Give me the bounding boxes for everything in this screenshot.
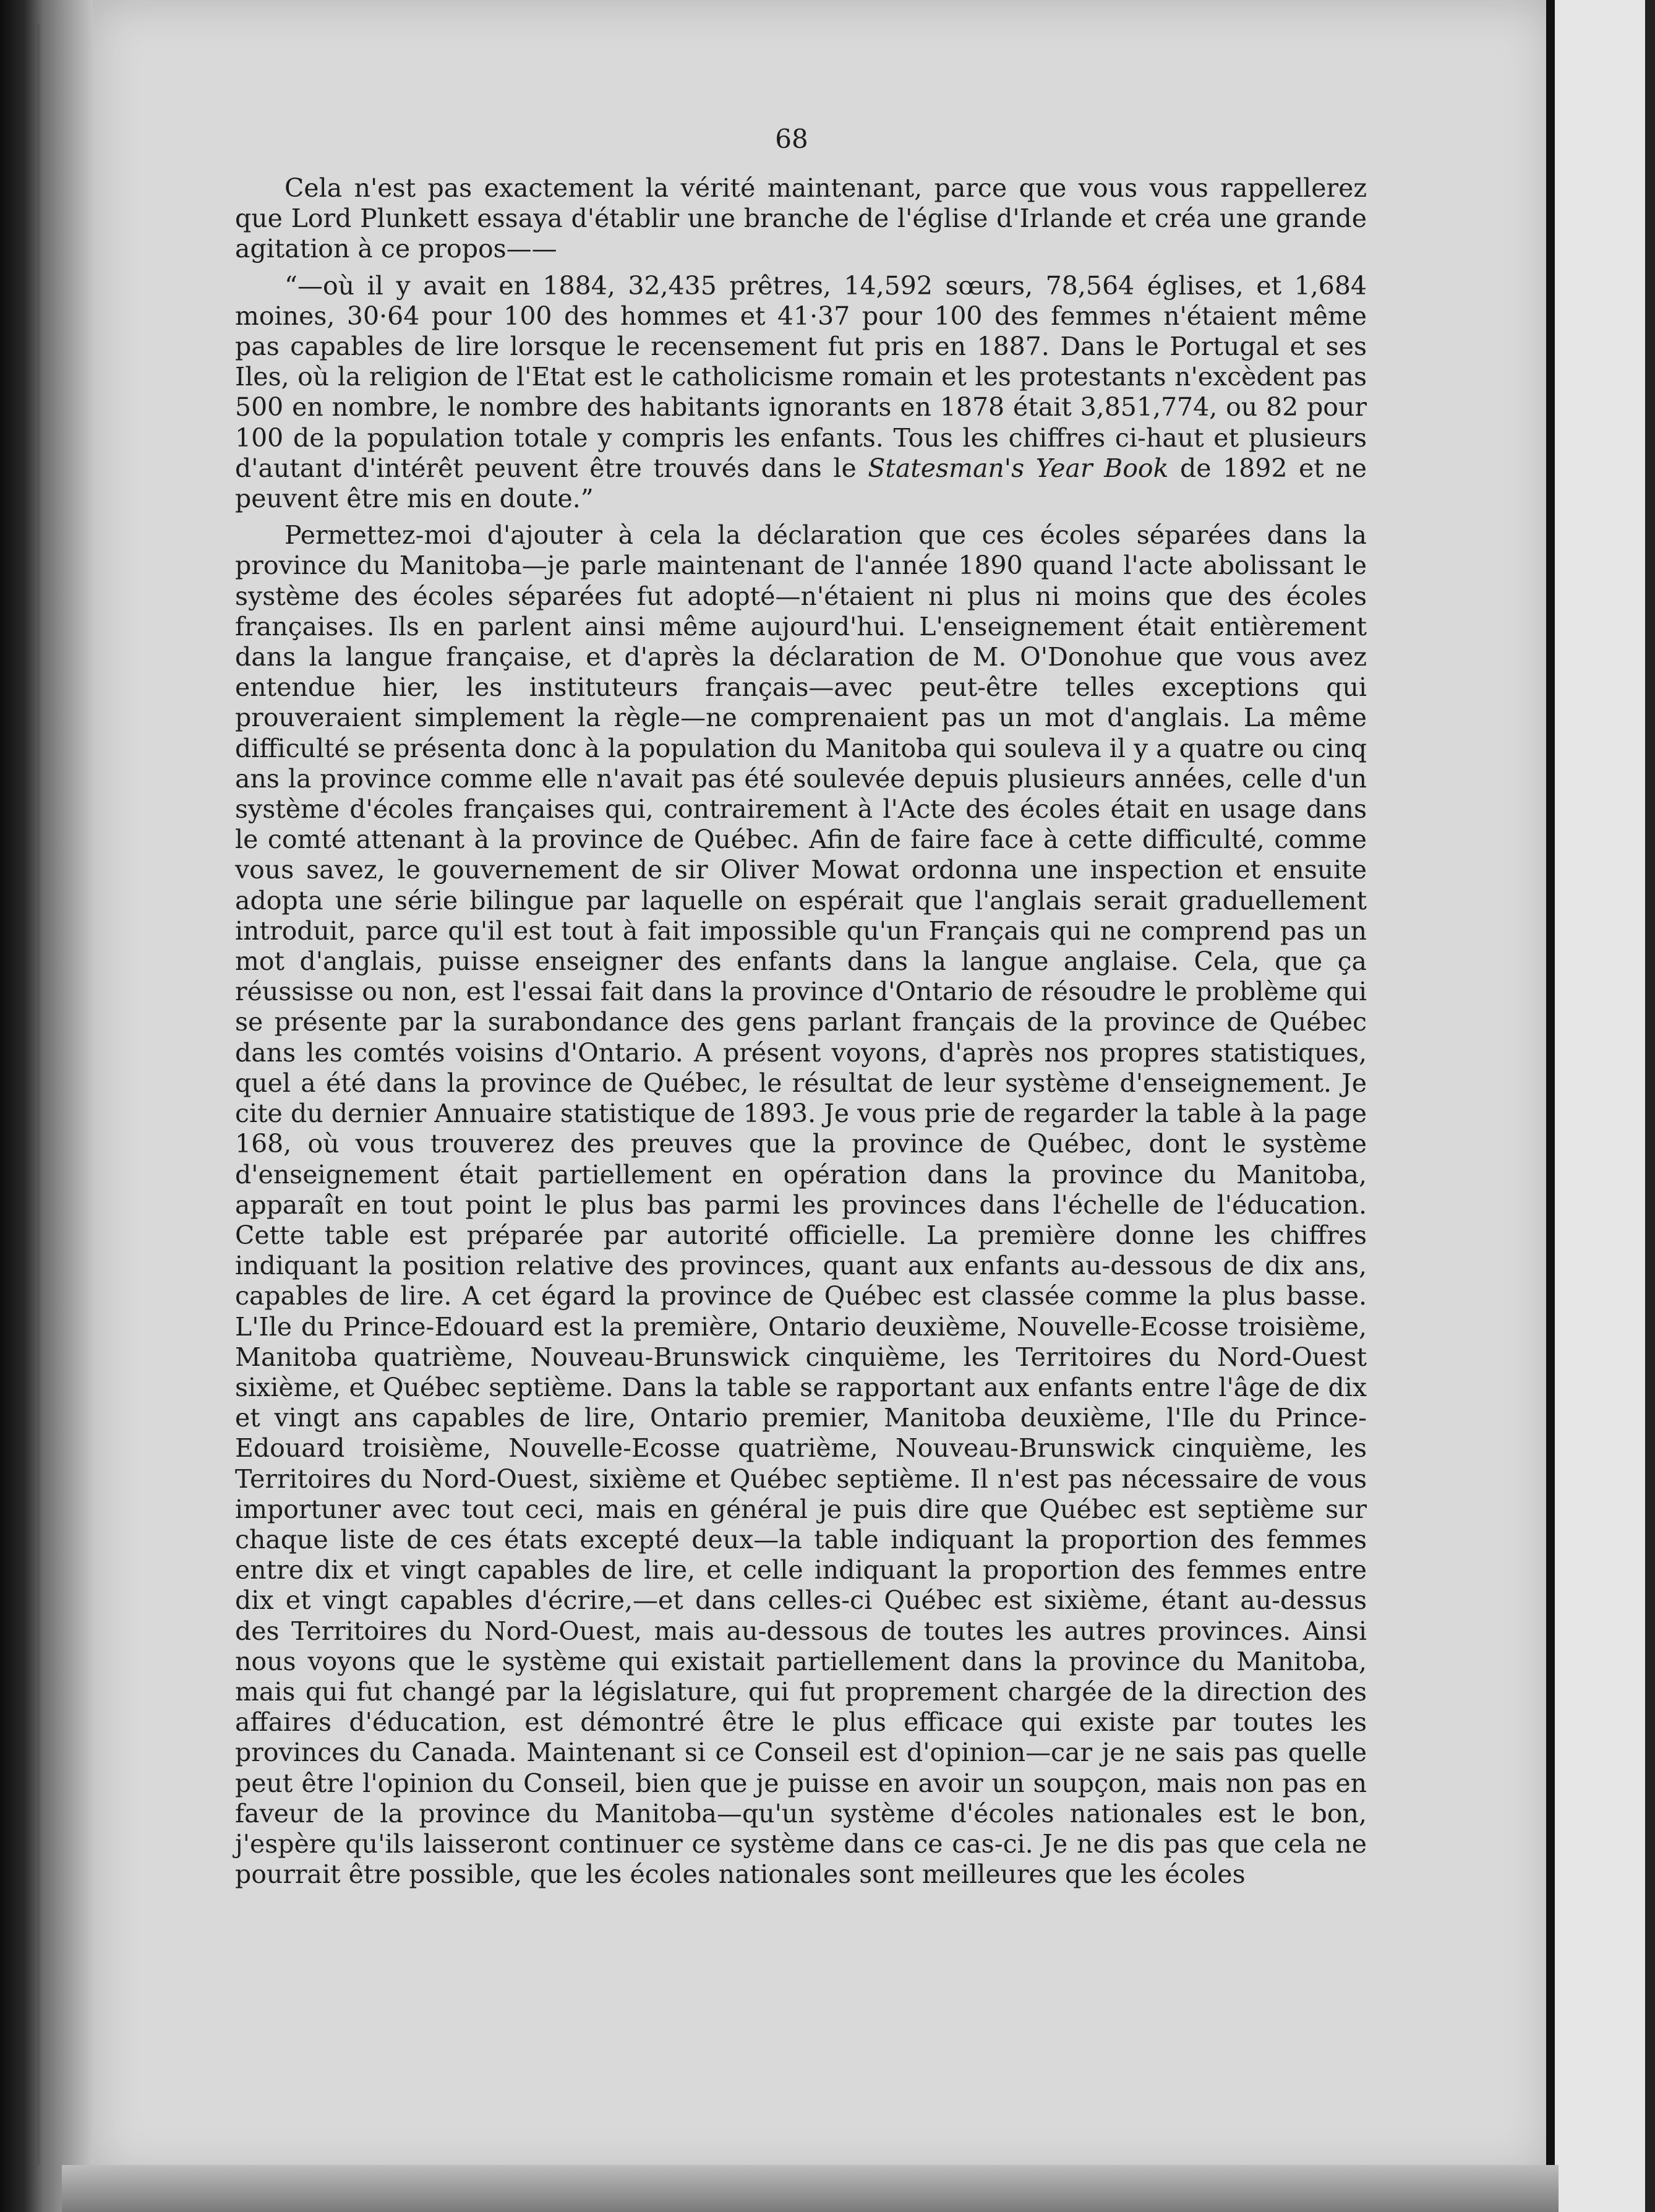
paragraph-1: Cela n'est pas exactement la vérité maintenant, parce que vous vous rappellerez que Lord Plunkett essaya d'établir une branche de l'église d'Irlande et créa une grande agitation à ce propos—— <box>235 173 1367 264</box>
paragraph-3: Permettez-moi d'ajouter à cela la déclaration que ces écoles séparées dans la province du Manitoba—je parle maintenant de l'année 1890 quand l'acte abolissant le système des écoles séparées fut adopté—n'étaient ni plus ni moins que des écoles françaises. Ils en parlent ainsi même aujourd'hui. L'enseignement était entièrement dans la langue française, et d'après la déclaration de M. O'Donohue que vous avez entendue hier, les instituteurs français—avec peut-être telles exceptions qui prouveraient simplement la règle—ne comprenaient pas un mot d'anglais. La même difficulté se présenta donc à la population du Manitoba qui souleva il y a quatre ou cinq ans la province comme elle n'avait pas été soulevée depuis plusieurs années, celle d'un système d'écoles françaises qui, contrairement à l'Acte des écoles était en usage dans le comté attenant à la province de Québec. Afin de faire face à cette difficulté, comme vous savez, le gouvernement de sir Oliver Mowat ordonna une inspection et ensuite adopta une série bilingue par laquelle on espérait que l'anglais serait graduellement introduit, parce qu'il est tout à fait impossible qu'un Français qui ne comprend pas un mot d'anglais, puisse enseigner des enfants dans la langue anglaise. Cela, que ça réussisse ou non, est l'essai fait dans la province d'Ontario de résoudre le problème qui se présente par la surabondance des gens parlant français de la province de Québec dans les comtés voisins d'Ontario. A présent voyons, d'après nos propres statistiques, quel a été dans la province de Québec, le résultat de leur système d'enseignement. Je cite du dernier Annuaire statistique de 1893. Je vous prie de regarder la table à la page 168, où vous trouverez des preuves que la province de Québec, dont le système d'enseignement était partiellement en opération dans la province du Manitoba, apparaît en tout point le plus bas parmi les provinces dans l'échelle de l'éducation. Cette table est préparée par autorité officielle. La première donne les chiffres indiquant la position relative des provinces, quant aux enfants au-dessous de dix ans, capables de lire. A cet égard la province de Québec est classée comme la plus basse. L'Ile du Prince-Edouard est la première, Ontario deuxième, Nouvelle-Ecosse troisième, Manitoba quatrième, Nouveau-Brunswick cinquième, les Territoires du Nord-Ouest sixième, et Québec septième. Dans la table se rapportant aux enfants entre l'âge de dix et vingt ans capables de lire, Ontario premier, Manitoba deuxième, l'Ile du Prince-Edouard troisième, Nouvelle-Ecosse quatrième, Nouveau-Brunswick cinquième, les Territoires du Nord-Ouest, sixième et Québec septième. Il n'est pas nécessaire de vous importuner avec tout ceci, mais en général je puis dire que Québec est septième sur chaque liste de ces états excepté deux—la table indiquant la proportion des femmes entre dix et vingt capables de lire, et celle indiquant la proportion des femmes entre dix et vingt capables d'écrire,—et dans celles-ci Québec est sixième, étant au-dessus des Territoires du Nord-Ouest, mais au-dessous de toutes les autres provinces. Ainsi nous voyons que le système qui existait partiellement dans la province du Manitoba, mais qui fut changé par la législature, qui fut proprement chargée de la direction des affaires d'éducation, est démontré être le plus efficace qui existe par toutes les provinces du Canada. Maintenant si ce Conseil est d'opinion—car je ne sais pas quelle peut être l'opinion du Conseil, bien que je puisse en avoir un soupçon, mais non pas en faveur de la province du Manitoba—qu'un système d'écoles nationales est le bon, j'espère qu'ils laisseront continuer ce système dans ce cas-ci. Je ne dis pas que cela ne pourrait être possible, que les écoles nationales sont meilleures que les écoles <box>235 520 1367 1890</box>
binding-rod-right <box>1645 0 1655 2212</box>
bottom-page-edge <box>62 2165 1559 2212</box>
quote-text-after: de 1892 et ne peuvent être mis en doute.” <box>235 453 1367 514</box>
book-title: Statesman's Year Book <box>868 453 1169 483</box>
binding-rod-left <box>1546 0 1555 2212</box>
header-gap <box>235 118 1367 173</box>
binding-area <box>1546 0 1655 2212</box>
quote-text-before: “—où il y avait en 1884, 32,435 prêtres, 14,592 sœurs, 78,564 églises, et 1,684 moines, 30·64 pour 100 des hommes et 41·37 pour 100 des femmes n'étaient même pas capables de lire lorsque le recensement fut pris en 1887. Dans le Portugal et ses Iles, où la religion de l'Etat est le catholicisme romain et les protestants n'excèdent pas 500 en nombre, le nombre des habitants ignorants en 1878 était 3,851,774, ou 82 pour 100 de la population totale y compris les enfants. Tous les chiffres ci-haut et plusieurs d'autant d'intérêt peuvent être trouvés dans le <box>235 270 1367 483</box>
page-number: 68 <box>775 124 808 154</box>
body-text <box>235 118 1367 1890</box>
paragraph-2-quote <box>235 271 1367 515</box>
